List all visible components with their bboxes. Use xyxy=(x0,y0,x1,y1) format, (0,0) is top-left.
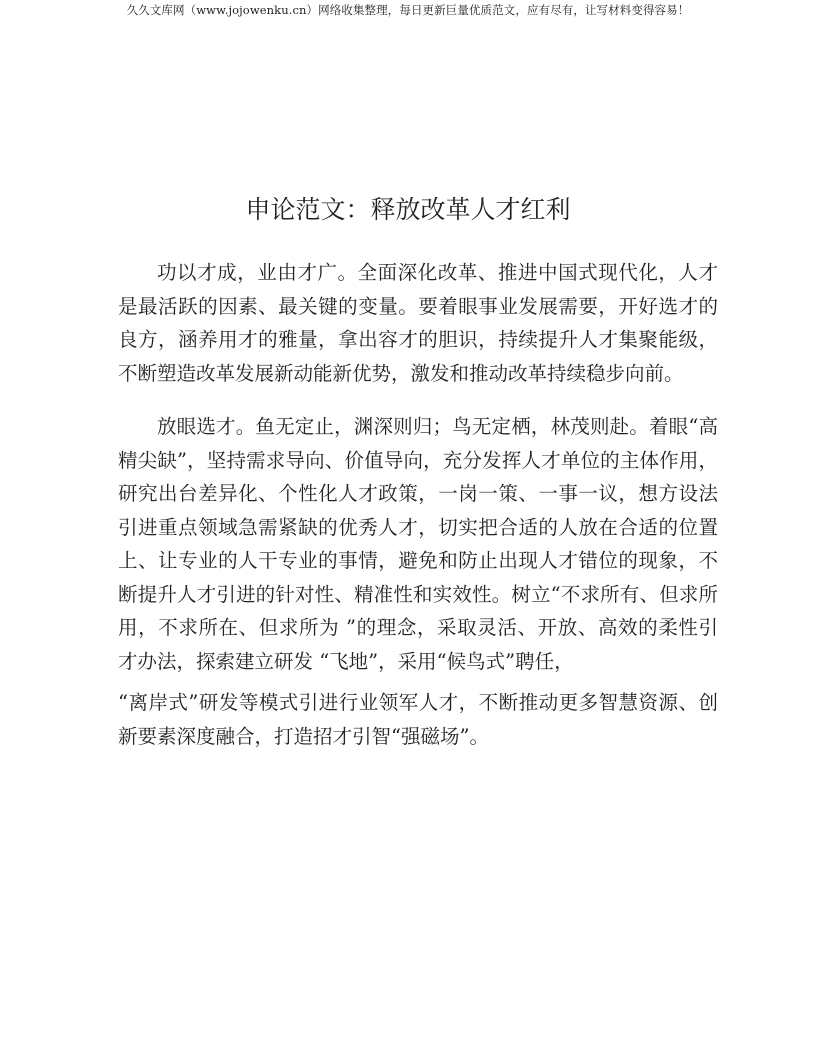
page-title: 申论范文：释放改革人才红利 xyxy=(245,195,571,224)
paragraph-talent-selection: 放眼选才。鱼无定止，渊深则归；鸟无定栖，林茂则赴。着眼“高精尖缺”，坚持需求导向、价值导向，充分发挥人才单位的主体作用，研究出台差异化、个性化人才政策，一岗一策、一事一议，想方设法引进重点领域急需紧缺的优秀人才，切实把合适的人放在合适的位置上、让专业的人干专业的事情，避免和防止出现人才错位的现象，不断提升人才引进的针对性、精准性和实效性。树立“不求所有、但求所用，不求所在、但求所为 ”的理念，采取灵活、开放、高效的柔性引才办法，探索建立研发 “飞地”，采用“候鸟式”聘任， xyxy=(118,415,718,673)
document-body xyxy=(118,256,718,753)
paragraph-intro: 功以才成，业由才广。全面深化改革、推进中国式现代化，人才是最活跃的因素、最关键的变量。要着眼事业发展需要，开好选才的良方，涵养用才的雅量，拿出容才的胆识，持续提升人才集聚能级，不断塑造改革发展新动能新优势，激发和推动改革持续稳步向前。 xyxy=(118,261,718,385)
paragraph-continuation: “离岸式”研发等模式引进行业领军人才，不断推动更多智慧资源、创新要素深度融合，打造招才引智“强磁场”。 xyxy=(118,691,718,748)
page-header: 久久文库网（www.jojowenku.cn）网络收集整理，每日更新巨量优质范文，应有尽有，让写材料变得容易！ xyxy=(126,3,690,17)
